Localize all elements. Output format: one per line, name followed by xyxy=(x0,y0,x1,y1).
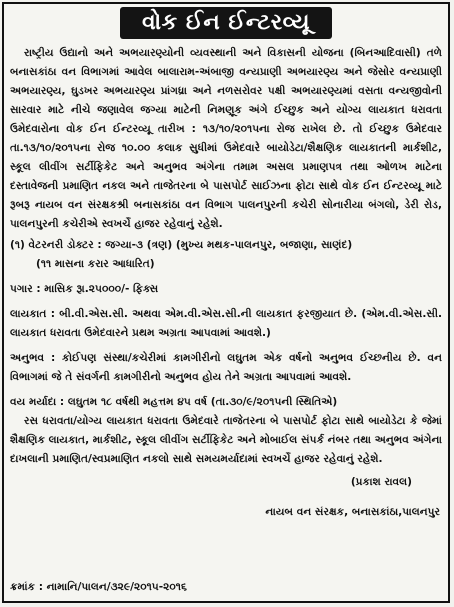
title-banner xyxy=(4,7,448,41)
qualification-value: બી.વી.એસ.સી. અથવા એમ.વી.એસ.સી.ની લાયકાત ફરજીયાત છે. (એમ.વી.એસ.સી. લાયકાત ધરાવતા ઉમેદવારને પ્રથમ અગ્રતા આપવામાં આવશે.) xyxy=(10,308,443,339)
salary-row xyxy=(10,280,442,299)
contract-term: (૧૧ માસના કરાર આધારિત) xyxy=(36,258,155,270)
salary-label: પગાર : xyxy=(10,283,41,295)
age-row xyxy=(10,393,442,412)
age-value: લઘુતમ ૧૮ વર્ષથી મહત્તમ ૪૫ વર્ષ (તા.૩૦/૯/૨૦૧૫ની સ્થિતિએ) xyxy=(64,396,338,408)
signatory-designation: નાયબ વન સંરક્ષક, બનાસકાંઠા,પાલનપુર xyxy=(265,505,440,518)
experience-value: કોઈપણ સંસ્થા/કચેરીમાં કામગીરીનો લઘુતમ એક વર્ષનો અનુભવ ઈચ્છનીય છે. વન વિભાગમાં જે તે સંવર્ગની કામગીરીનો અનુભવ હોય તેને અગ્રતા આપવામાં આવશે. xyxy=(10,352,442,383)
interview-notice xyxy=(2,2,450,603)
signatory-name: (પ્રકાશ રાવલ) xyxy=(350,476,412,488)
intro-paragraph: રાષ્ટ્રીય ઉદ્યાનો અને અભયારણ્યોની વ્યવસ્થાની અને વિકાસની યોજના (બિનઆદિવાસી) તળે બનાસકાંઠા વન વિભાગમાં આવેલ બાલારામ-અંબાજી વન્યપ્રાણી અભયારણ્ય અને જેસોર વન્યપ્રાણી અભયારણ્ય, ઘુડખર અભયારણ્ય પ્રાંગધ્રા અને નળસરોવર પક્ષી અભયારણ્યમાં વસતા વન્યજીવોની સારવાર માટે નીચે જણાવેલ જગ્યા માટેની નિમણૂક અંગે ઈચ્છુક અને યોગ્ય લાયકાત ધરાવતા ઉમેદવારોના વોક ઈન ઈન્ટરવ્યૂ તારીખ : ૧૩/૧૦/૨૦૧૫ના રોજ રાખેલ છે. તો ઈચ્છુક ઉમેદવાર તા.૧૩/૧૦/૨૦૧૫ના રોજ ૧૦.૦૦ કલાક સુધીમાં ઉમેદવારે બાયોડેટા/શૈક્ષણિક લાયકાતની માર્કશીટ, સ્કૂલ લીવીંગ સર્ટીફિકેટ અને અનુભવ અંગેના તમામ અસલ પ્રમાણપત્ર તથા ઓળખ માટેના દસ્તાવેજની પ્રમાણિત નકલ અને તાજેતરના બે પાસપોર્ટ સાઈઝના ફોટા સાથે વોક ઈન ઈન્ટરવ્યૂ માટે રૂબરૂ નાયબ વન સંરક્ષકશ્રી બનાસકાંઠા વન વિભાગ પાલનપુરની કચેરી સોનારીયા બંગલો, ડેરી રોડ, પાલનપુરની કચેરીએ સ્વખર્ચે હાજર રહેવાનું રહેશે. xyxy=(10,47,442,230)
notice-title: વોક ઈન ઈન્ટરવ્યૂ xyxy=(120,7,332,39)
qualification-label: લાયકાત : xyxy=(10,308,55,320)
salary-value: માસિક રૂા.૨૫૦૦૦/- ફિક્સ xyxy=(40,283,159,295)
post-line: (૧) વેટરનરી ડોક્ટર : જગ્યા-૩ (ત્રણ) (મુખ્ય મથક-પાલનપુર, બજાણા, સાણંદ) xyxy=(10,239,353,251)
closing-paragraph: રસ ધરાવતા/યોગ્ય લાયકાત ધરાવતા ઉમેદવારે તાજેતરના બે પાસપોર્ટ ફોટા સાથે બાયોડેટા કે જેમાં શૈક્ષણિક લાયકાત, માર્કશીટ, સ્કૂલ લીવીંગ સર્ટીફિકેટ અને મોબાઈલ સંપર્ક નંબર તથા અનુભવ અંગેના દાખલાની પ્રમાણિત/સ્વપ્રમાણિત નકલો સાથે સમયમર્યાદામાં સ્વખર્ચે હાજર રહેવાનું રહેશે. xyxy=(10,415,442,465)
age-label: વય મર્યાદા : xyxy=(10,396,65,408)
qualification-row xyxy=(10,305,442,343)
experience-row xyxy=(10,349,442,387)
notice-body xyxy=(10,44,442,597)
experience-label: અનુભવ : xyxy=(10,352,56,364)
reference-number: ક્રમાંક : નામાનિ/પાલન/૩૨૯/૨૦૧૫-૨૦૧૬ xyxy=(10,581,187,593)
